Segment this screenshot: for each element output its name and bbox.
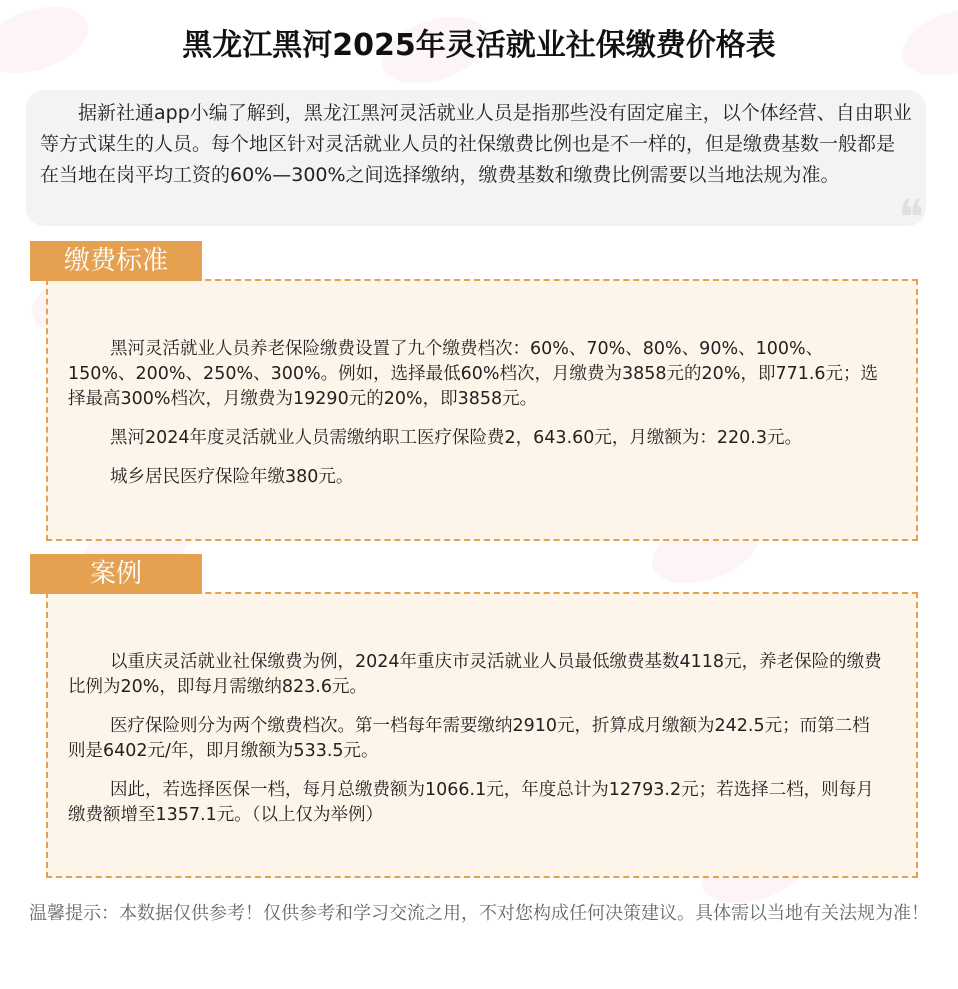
quote-mark-icon: ❝ <box>898 190 924 246</box>
section-box-case <box>46 592 918 878</box>
page-title: 黑龙江黑河2025年灵活就业社保缴费价格表 <box>182 28 776 63</box>
case-paragraph: 以重庆灵活就业社保缴费为例，2024年重庆市灵活就业人员最低缴费基数4118元，养老保险的缴费比例为20%，即每月需缴纳823.6元。 <box>68 652 882 697</box>
case-paragraph: 医疗保险则分为两个缴费档次。第一档每年需要缴纳2910元，折算成月缴额为242.5元；而第二档则是6402元/年，即月缴额为533.5元。 <box>68 716 870 761</box>
section-heading-case: 案例 <box>30 554 202 594</box>
section-box-standard <box>46 279 918 541</box>
section-heading-standard: 缴费标准 <box>30 241 202 281</box>
intro-box <box>26 90 926 246</box>
intro-text: 据新社通app小编了解到，黑龙江黑河灵活就业人员是指那些没有固定雇主，以个体经营、自由职业等方式谋生的人员。每个地区针对灵活就业人员的社保缴费比例也是不一样的，但是缴费基数一般都是在当地在岗平均工资的60%—300%之间选择缴纳，缴费基数和缴费比例需要以当地法规为准。 <box>40 102 912 186</box>
standard-paragraph: 城乡居民医疗保险年缴380元。 <box>110 467 354 487</box>
case-paragraph: 因此，若选择医保一档，每月总缴费额为1066.1元，年度总计为12793.2元；若选择二档，则每月缴费额增至1357.1元。（以上仅为举例） <box>68 780 874 825</box>
standard-paragraph: 黑河灵活就业人员养老保险缴费设置了九个缴费档次：60%、70%、80%、90%、100%、150%、200%、250%、300%。例如，选择最低60%档次，月缴费为3858元的20%，即771.6元；选择最高300%档次，月缴费为19290元的20%，即3858元。 <box>68 339 879 409</box>
footer-disclaimer: 温馨提示：本数据仅供参考！仅供参考和学习交流之用，不对您构成任何决策建议。具体需以当地有关法规为准！ <box>29 903 929 924</box>
standard-paragraph: 黑河2024年度灵活就业人员需缴纳职工医疗保险费2，643.60元，月缴额为：220.3元。 <box>110 428 802 448</box>
